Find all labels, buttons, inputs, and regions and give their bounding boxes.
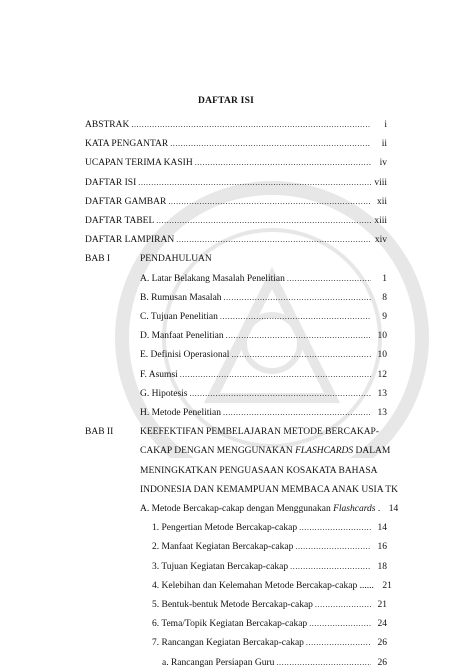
leader-dots [290,560,371,574]
toc-entry-section[interactable] [140,502,399,516]
chapter-title-line: KEEFEKTIFAN PEMBELAJARAN METODE BERCAKAP- [140,427,380,438]
toc-entry-front[interactable] [85,195,387,209]
chapter-code: BAB II [85,427,114,438]
toc-entry-section[interactable] [140,387,387,401]
leader-dots [223,406,371,420]
leader-dots [224,291,371,305]
leader-dots [295,540,371,554]
toc-entry-label: H. Metode Penelitian [140,408,221,418]
chapter-title-line: CAKAP DENGAN MENGGUNAKAN FLASHCARDS DALAM [140,446,391,457]
toc-entry-subsection[interactable] [152,560,387,574]
toc-entry-page: xiv [374,235,387,246]
toc-entry-page: 10 [377,350,387,361]
toc-entry-label: A. Metode Bercakap-cakap dengan Menggunakan Flashcards . [140,504,381,514]
toc-entry-page: 9 [382,312,387,322]
leader-dots [309,617,371,631]
toc-entry-subsection[interactable] [152,598,387,612]
toc-entry-page: 16 [377,542,387,553]
toc-entry-label: KATA PENGANTAR [85,139,169,150]
toc-entry-label: 1. Pengertian Metode Bercakap-cakap [152,523,298,534]
toc-entry-page: 14 [388,504,399,514]
leader-dots [287,272,371,286]
toc-entry-label: 5. Bentuk-bentuk Metode Bercakap-cakap [152,600,313,610]
toc-entry-label: DAFTAR TABEL [85,216,155,226]
leader-dots [180,368,371,382]
toc-entry-label: UCAPAN TERIMA KASIH [85,158,193,169]
toc-entry-page: 26 [377,638,387,649]
leader-dots [190,387,372,401]
leader-dots [315,598,371,612]
toc-entry-page: i [384,120,387,130]
toc-entry-label: DAFTAR GAMBAR [85,196,167,207]
toc-entry-label: E. Definisi Operasional [140,350,230,361]
toc-entry-label: D. Manfaat Penelitian [140,331,224,342]
toc-entry-subsubsection[interactable] [162,656,387,670]
toc-title: DAFTAR ISI [198,96,254,106]
toc-entry-page: 13 [377,388,387,399]
toc-entry-page: xii [376,196,387,207]
toc-entry-label: 6. Tema/Topik Kegiatan Bercakap-cakap [152,619,308,630]
leader-dots [138,176,371,190]
leader-dots [299,521,371,535]
toc-entry-label: 2. Manfaat Kegiatan Bercakap-cakap [152,542,294,553]
toc-entry-subsection[interactable] [152,540,387,554]
toc-entry-label: 4. Kelebihan dan Kelemahan Metode Bercakap-cakap ...... [152,580,374,591]
toc-entry-page: 1 [382,273,387,284]
leader-dots [220,310,371,324]
chapter-title-line: MENINGKATKAN PENGUASAAN KOSAKATA BAHASA [140,465,378,476]
toc-entry-section[interactable] [140,310,387,324]
toc-entry-label: B. Rumusan Masalah [140,292,222,303]
toc-entry-label: G. Hipotesis [140,388,188,399]
leader-dots [170,137,371,151]
leader-dots [131,118,371,132]
toc-entry-label: DAFTAR ISI [85,177,137,188]
toc-entry-label: F. Asumsi [140,369,178,380]
leader-dots [226,329,371,343]
toc-entry-page: 26 [377,657,387,668]
toc-entry-page: 10 [377,331,387,342]
toc-entry-page: 8 [382,292,387,303]
toc-entry-subsection[interactable] [152,636,387,650]
toc-entry-page: ii [381,139,387,150]
toc-entry-label: 3. Tujuan Kegiatan Bercakap-cakap [152,561,289,572]
toc-entry-page: 12 [377,369,387,380]
toc-entry-subsection[interactable] [152,579,392,593]
toc-entry-label: DAFTAR LAMPIRAN [85,235,175,246]
toc-entry-label: A. Latar Belakang Masalah Penelitian [140,273,285,284]
toc-entry-section[interactable] [140,348,387,362]
leader-dots [176,233,371,247]
leader-dots [195,156,371,170]
toc-entry-page: 14 [377,523,387,534]
leader-dots [156,214,371,228]
leader-dots [231,348,371,362]
toc-entry-page: 24 [377,619,387,630]
toc-entry-section[interactable] [140,272,387,286]
leader-dots [306,636,371,650]
leader-dots [276,656,371,670]
toc-entry-front[interactable] [85,118,387,132]
toc-entry-page: 21 [382,580,392,591]
leader-dots [168,195,371,209]
toc-entry-front[interactable] [85,176,387,190]
toc-entry-front[interactable] [85,233,387,247]
toc-entry-page: 21 [377,600,387,610]
toc-entry-label: 7. Rancangan Kegiatan Bercakap-cakap [152,638,304,649]
toc-entry-page: 13 [377,408,387,418]
toc-entry-page: viii [374,177,387,188]
toc-entry-section[interactable] [140,406,387,420]
toc-entry-section[interactable] [140,329,387,343]
toc-entry-section[interactable] [140,291,387,305]
toc-entry-page: 18 [377,561,387,572]
toc-entry-page: xiii [374,216,387,226]
toc-entry-label: ABSTRAK [85,120,130,130]
toc-entry-front[interactable] [85,156,387,170]
toc-entry-subsection[interactable] [152,617,387,631]
toc-entry-label: C. Tujuan Penelitian [140,312,218,322]
toc-entry-page: iv [379,158,387,169]
toc-entry-front[interactable] [85,137,387,151]
toc-entry-subsection[interactable] [152,521,387,535]
toc-entry-section[interactable] [140,368,387,382]
chapter-code: BAB I [85,254,111,265]
chapter-title-line: INDONESIA DAN KEMAMPUAN MEMBACA ANAK USIA TK [140,484,398,495]
chapter-title: PENDAHULUAN [140,254,212,265]
toc-entry-label: a. Rancangan Persiapan Guru [162,657,275,668]
toc-entry-front[interactable] [85,214,387,228]
